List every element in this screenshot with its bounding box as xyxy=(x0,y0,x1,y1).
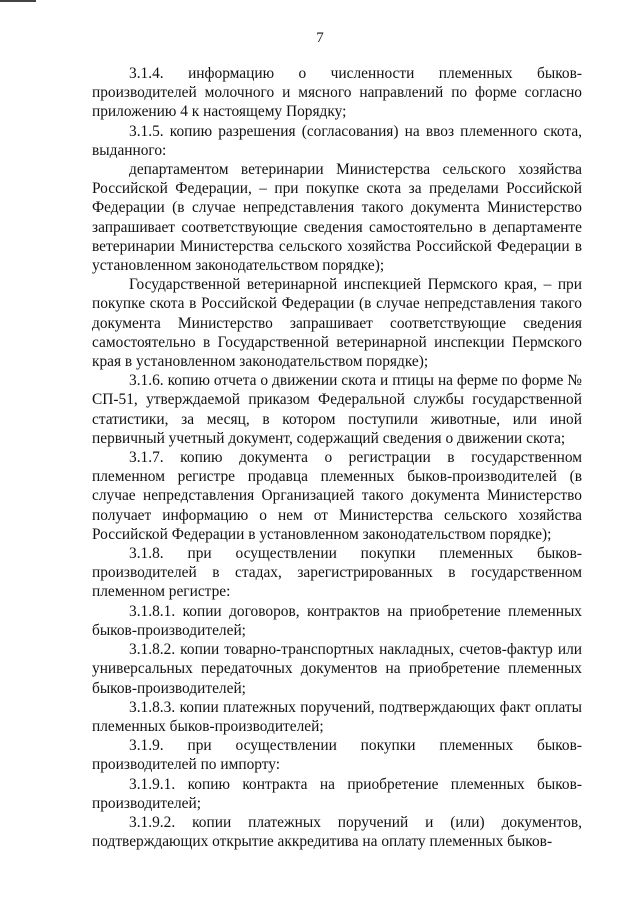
paragraph-3-1-8: 3.1.8. при осуществлении покупки племенных быков-производителей в стадах, зарегистрированных в государственном племенном регистре: xyxy=(92,545,582,601)
paragraph-3-1-6: 3.1.6. копию отчета о движении скота и птицы на ферме по форме № СП-51, утверждаемой приказом Федеральной службы государственной статистики, за месяц, в котором поступили животные, или иной первичный учетный документ, содержащий сведения о движении скота; xyxy=(92,372,582,447)
paragraph-3-1-9-1: 3.1.9.1. копию контракта на приобретение племенных быков-производителей; xyxy=(92,775,582,812)
paragraph-3-1-9-2: 3.1.9.2. копии платежных поручений и (или) документов, подтверждающих открытие аккредитива на оплату племенных быков- xyxy=(92,813,582,851)
paragraph-3-1-7: 3.1.7. копию документа о регистрации в государственном племенном регистре продавца племенных быков-производителей (в случае непредставления Организацией такого документа Министерство получает информацию о нем от Министерства сельского хозяйства Российской Федерации в установленном законодательством порядке); xyxy=(92,449,582,543)
paragraph-3-1-4: 3.1.4. информацию о численности племенных быков-производителей молочного и мясного направлений по форме согласно приложению 4 к настоящему Порядку; xyxy=(92,65,582,121)
page-number: 7 xyxy=(316,30,324,46)
paragraph-3-1-8-3: 3.1.8.3. копии платежных поручений, подтверждающих факт оплаты племенных быков-производителей; xyxy=(92,698,582,735)
document-body xyxy=(92,64,582,851)
page-corner-mark xyxy=(0,0,36,7)
paragraph-3-1-8-2: 3.1.8.2. копии товарно-транспортных накладных, счетов-фактур или универсальных передаточных документов на приобретение племенных быков-производителей; xyxy=(92,641,582,697)
paragraph-3-1-5: 3.1.5. копию разрешения (согласования) на ввоз племенного скота, выданного: xyxy=(92,122,582,159)
paragraph-3-1-5-inspection: Государственной ветеринарной инспекцией Пермского края, – при покупке скота в Российской Федерации (в случае непредставления такого документа Министерство запрашивает соответствующие сведения самостоятельно в Государственной ветеринарной инспекции Пермского края в установленном законодательством порядке); xyxy=(92,276,582,371)
paragraph-3-1-9: 3.1.9. при осуществлении покупки племенных быков-производителей по импорту: xyxy=(92,737,582,774)
paragraph-3-1-8-1: 3.1.8.1. копии договоров, контрактов на приобретение племенных быков-производителей; xyxy=(92,602,582,639)
paragraph-3-1-5-department: департаментом ветеринарии Министерства сельского хозяйства Российской Федерации, – при покупке скота за пределами Российской Федерации (в случае непредставления такого документа Министерство запрашивает соответствующие сведения самостоятельно в департаменте ветеринарии Министерства сельского хозяйства Российской Федерации в установленном законодательством порядке); xyxy=(92,161,582,275)
